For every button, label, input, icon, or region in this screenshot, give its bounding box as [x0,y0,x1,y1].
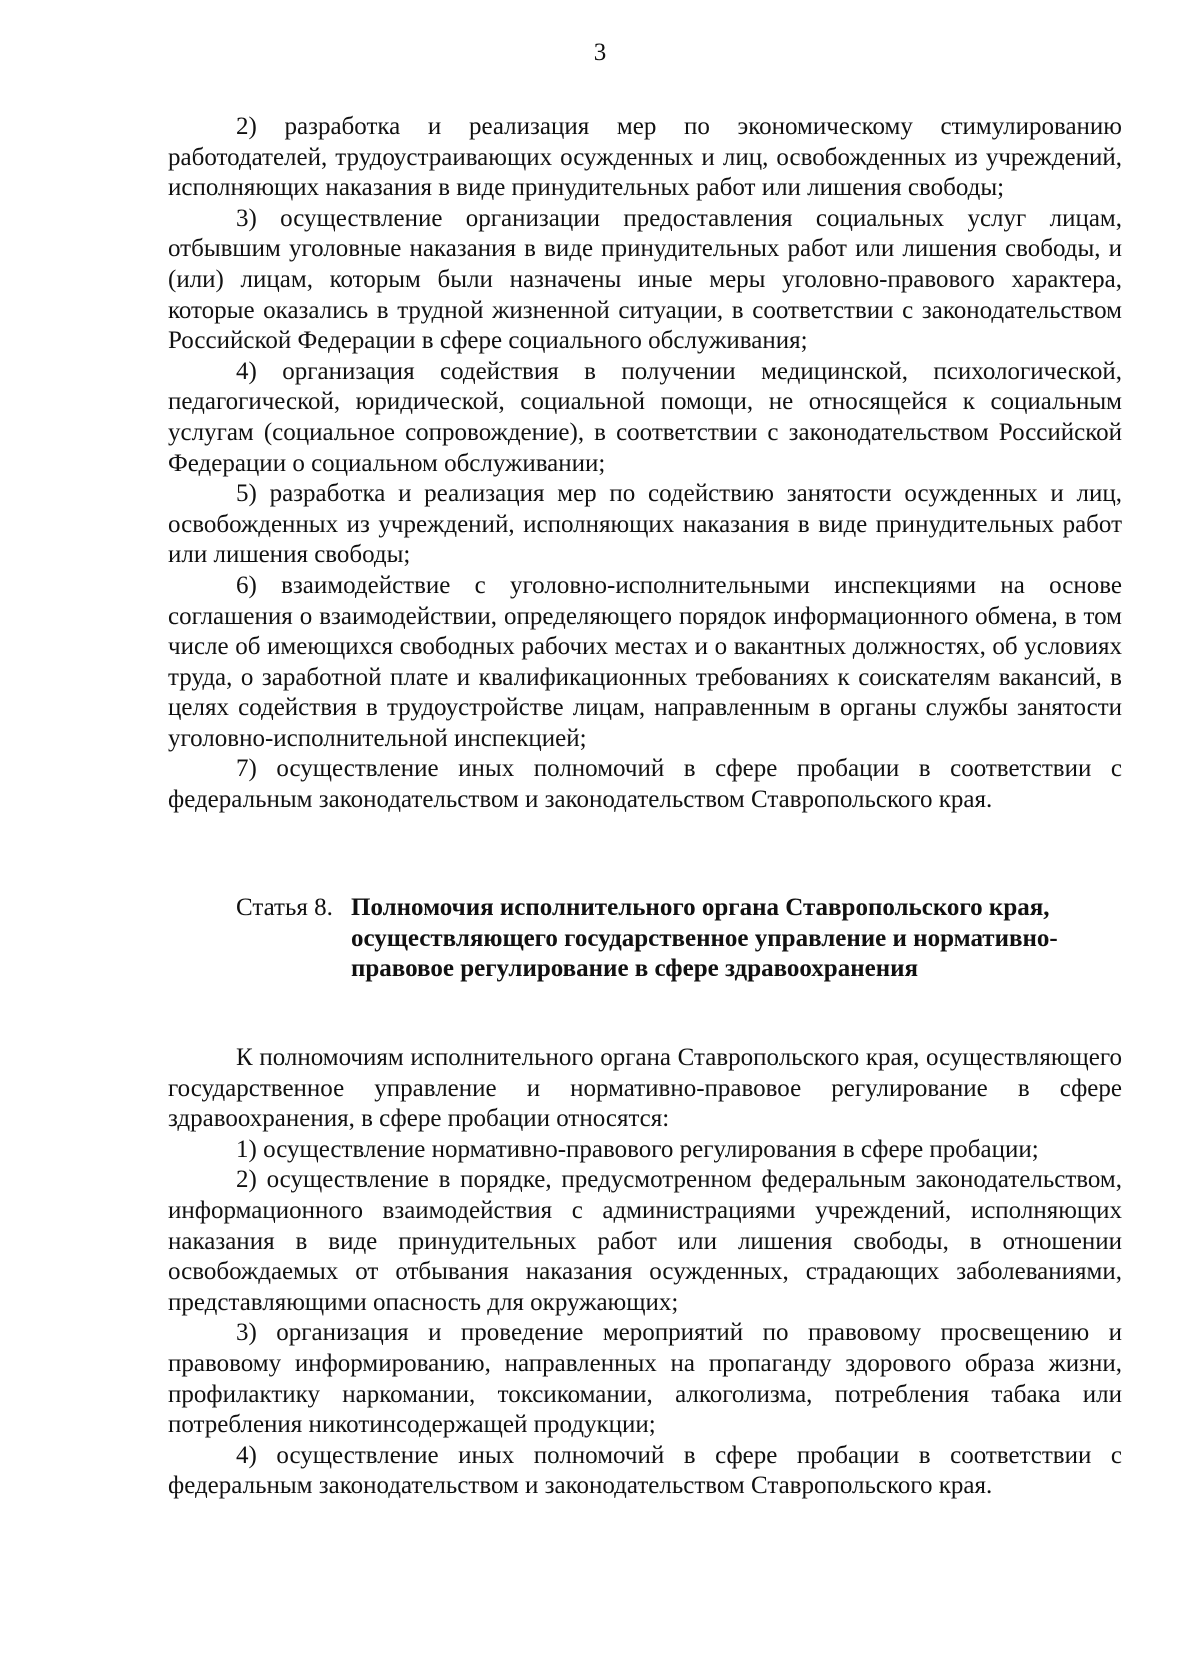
article-item-2: 2) осуществление в порядке, предусмотренном федеральным законодательством, информационного взаимодействия с администрациями учреждений, исполняющих наказания в виде принудительных работ или лишения свободы, в отношении освобождаемых от отбывания наказания осужденных, страдающих заболеваниями, представляющими опасность для окружающих; [168,1166,1122,1316]
upper-section [168,112,1122,816]
lower-section [168,1043,1122,1502]
article-number: Статья 8. [236,894,333,921]
article-item-1: 1) осуществление нормативно-правового регулирования в сфере пробации; [236,1135,1039,1163]
page-number: 3 [593,39,607,66]
article-title: Полномочия исполнительного органа Ставропольского края, осуществляющего государственное управление и нормативно-правовое регулирование в сфере здравоохранения [351,894,1058,983]
list-item-6: 6) взаимодействие с уголовно-исполнительными инспекциями на основе соглашения о взаимодействии, определяющего порядок информационного обмена, в том числе об имеющихся свободных рабочих местах и о вакантных должностях, об условиях труда, о заработной плате и квалификационных требованиях к соискателям вакансий, в целях содействия в трудоустройстве лицам, направленным в органы службы занятости уголовно-исполнительной инспекцией; [168,571,1122,752]
list-item-3: 3) осуществление организации предоставления социальных услуг лицам, отбывшим уголовные наказания в виде принудительных работ или лишения свободы, и (или) лицам, которым были назначены иные меры уголовно-правового характера, которые оказались в трудной жизненной ситуации, в соответствии с законодательством Российской Федерации в сфере социального обслуживания; [168,204,1122,355]
list-item-5: 5) разработка и реализация мер по содействию занятости осужденных и лиц, освобожденных из учреждений, исполняющих наказания в виде принудительных работ или лишения свободы; [168,480,1122,569]
list-item-4: 4) организация содействия в получении медицинской, психологической, педагогической, юридической, социальной помощи, не относящейся к социальным услугам (социальное сопровождение), в соответствии с законодательством Российской Федерации о социальном обслуживании; [168,357,1122,477]
article-intro: К полномочиям исполнительного органа Ставропольского края, осуществляющего государственное управление и нормативно-правовое регулирование в сфере здравоохранения, в сфере пробации относятся: [168,1044,1122,1133]
list-item-2: 2) разработка и реализация мер по экономическому стимулированию работодателей, трудоустраивающих осужденных и лиц, освобожденных из учреждений, исполняющих наказания в виде принудительных работ или лишения свободы; [168,113,1122,202]
list-item-7: 7) осуществление иных полномочий в сфере пробации в соответствии с федеральным законодательством и законодательством Ставропольского края. [168,755,1122,814]
article-item-4: 4) осуществление иных полномочий в сфере пробации в соответствии с федеральным законодательством и законодательством Ставропольского края. [168,1441,1122,1500]
article-item-3: 3) организация и проведение мероприятий по правовому просвещению и правовому информированию, направленных на пропаганду здорового образа жизни, профилактику наркомании, токсикомании, алкоголизма, потребления табака или потребления никотинсодержащей продукции; [168,1319,1122,1439]
